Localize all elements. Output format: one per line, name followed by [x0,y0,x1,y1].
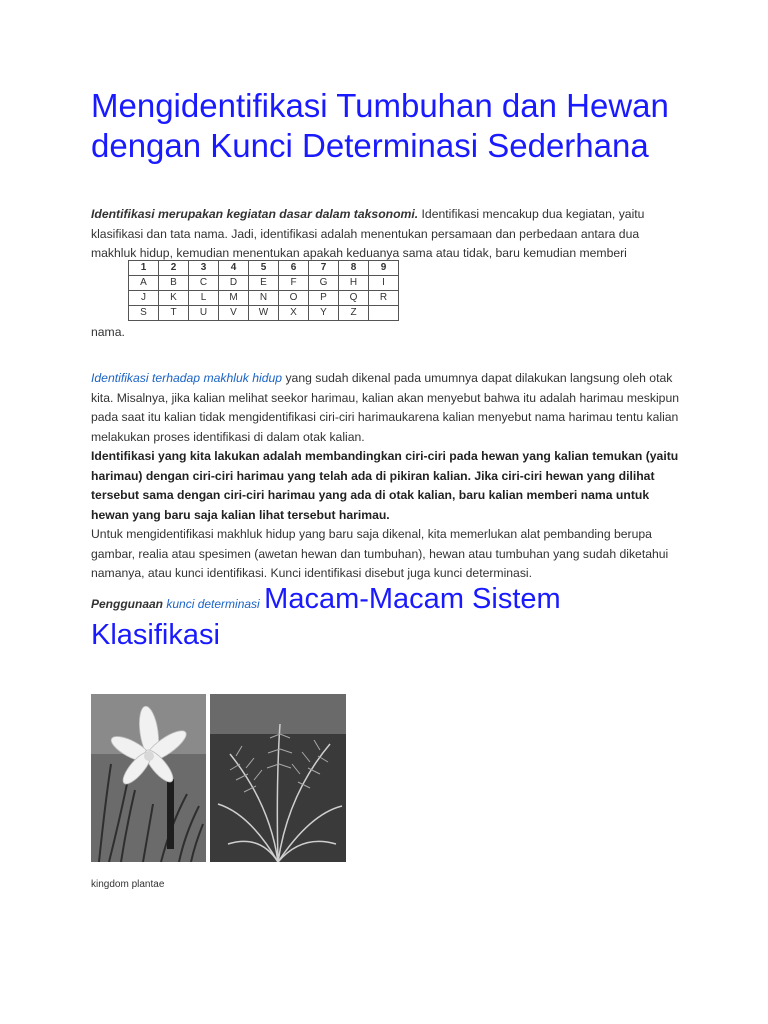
table-cell: C [189,276,219,291]
table-cell: T [159,306,189,321]
table-header-row [129,261,399,276]
determination-key-link[interactable]: kunci determinasi [166,597,260,611]
table-cell: 4 [219,261,249,276]
lily-photo [91,694,206,862]
table-cell: 1 [129,261,159,276]
intro-text: Identifikasi mencakup dua kegiatan, yaitu klasifikasi dan tata nama. Jadi, identifikasi adalah menentukan persamaan dan perbedaan antara dua makhluk hidup, kemudian menentukan apakah keduanya sama atau tidak, baru kemudian memberi [91,207,645,260]
body-text-1: yang sudah dikenal pada umumnya dapat dilakukan langsung oleh otak kita. Misalnya, jika kalian melihat seekor harimau, kalian akan menyebut bahwa itu adalah harimau meskipun pada saat itu kalian tidak mengidentifikasi ciri-ciri harimaukarena kalian menyebut nama harimau tentu kalian melakukan proses identifikasi di dalam otak kalian. [91,371,680,444]
table-cell: V [219,306,249,321]
table-row [129,276,399,291]
table-cell: D [219,276,249,291]
section-heading-line [91,583,691,616]
table-cell: I [369,276,399,291]
table-cell: X [279,306,309,321]
table-cell: L [189,291,219,306]
identification-link[interactable]: Identifikasi terhadap makhluk hidup [91,371,283,385]
table-cell: M [219,291,249,306]
intro-paragraph [91,205,681,264]
section-lead: Penggunaan [91,597,167,611]
table-cell: 2 [159,261,189,276]
body-bold-text: Identifikasi yang kita lakukan adalah membandingkan ciri-ciri pada hewan yang kalian temukan (yaitu harimau) dengan ciri-ciri harimau yang telah ada di pikiran kalian. Jika ciri-ciri hewan yang dilihat tersebut sama dengan ciri-ciri harimau yang ada di otak kalian, baru kalian memberi nama untuk hewan yang baru saja kalian lihat tersebut harimau. [91,449,679,522]
table-cell: 6 [279,261,309,276]
table-row [129,306,399,321]
plant-photos [91,694,346,862]
table-cell [369,306,399,321]
table-cell: W [249,306,279,321]
table-cell: G [309,276,339,291]
table-cell: B [159,276,189,291]
table-cell: J [129,291,159,306]
table-cell: 3 [189,261,219,276]
intro-tail-text: nama. [91,325,125,339]
section-heading: Macam-Macam Sistem [264,583,561,615]
palm-photo [210,694,346,862]
section-heading-continued: Klasifikasi [91,619,220,651]
body-paragraph [91,369,681,584]
table-cell: Y [309,306,339,321]
table-cell: Q [339,291,369,306]
body-text-2: Untuk mengidentifikasi makhluk hidup yang baru saja dikenal, kita memerlukan alat pembanding berupa gambar, realia atau spesimen (awetan hewan dan tumbuhan), hewan atau tumbuhan yang sudah diketahui namanya, atau kunci identifikasi. Kunci identifikasi disebut juga kunci determinasi. [91,527,669,580]
photo-caption: kingdom plantae [91,879,165,890]
table-cell: 5 [249,261,279,276]
table-cell: O [279,291,309,306]
table-cell: 8 [339,261,369,276]
table-cell: P [309,291,339,306]
page-title: Mengidentifikasi Tumbuhan dan Hewan dengan Kunci Determinasi Sederhana [91,87,669,164]
intro-lead: Identifikasi merupakan kegiatan dasar dalam taksonomi. [91,207,419,221]
table-row [129,291,399,306]
table-cell: H [339,276,369,291]
table-cell: S [129,306,159,321]
table-cell: N [249,291,279,306]
table-cell: E [249,276,279,291]
table-cell: K [159,291,189,306]
letter-number-table [128,260,399,321]
table-cell: U [189,306,219,321]
table-cell: Z [339,306,369,321]
table-cell: 7 [309,261,339,276]
table-cell: A [129,276,159,291]
table-cell: F [279,276,309,291]
table-cell: R [369,291,399,306]
table-cell: 9 [369,261,399,276]
